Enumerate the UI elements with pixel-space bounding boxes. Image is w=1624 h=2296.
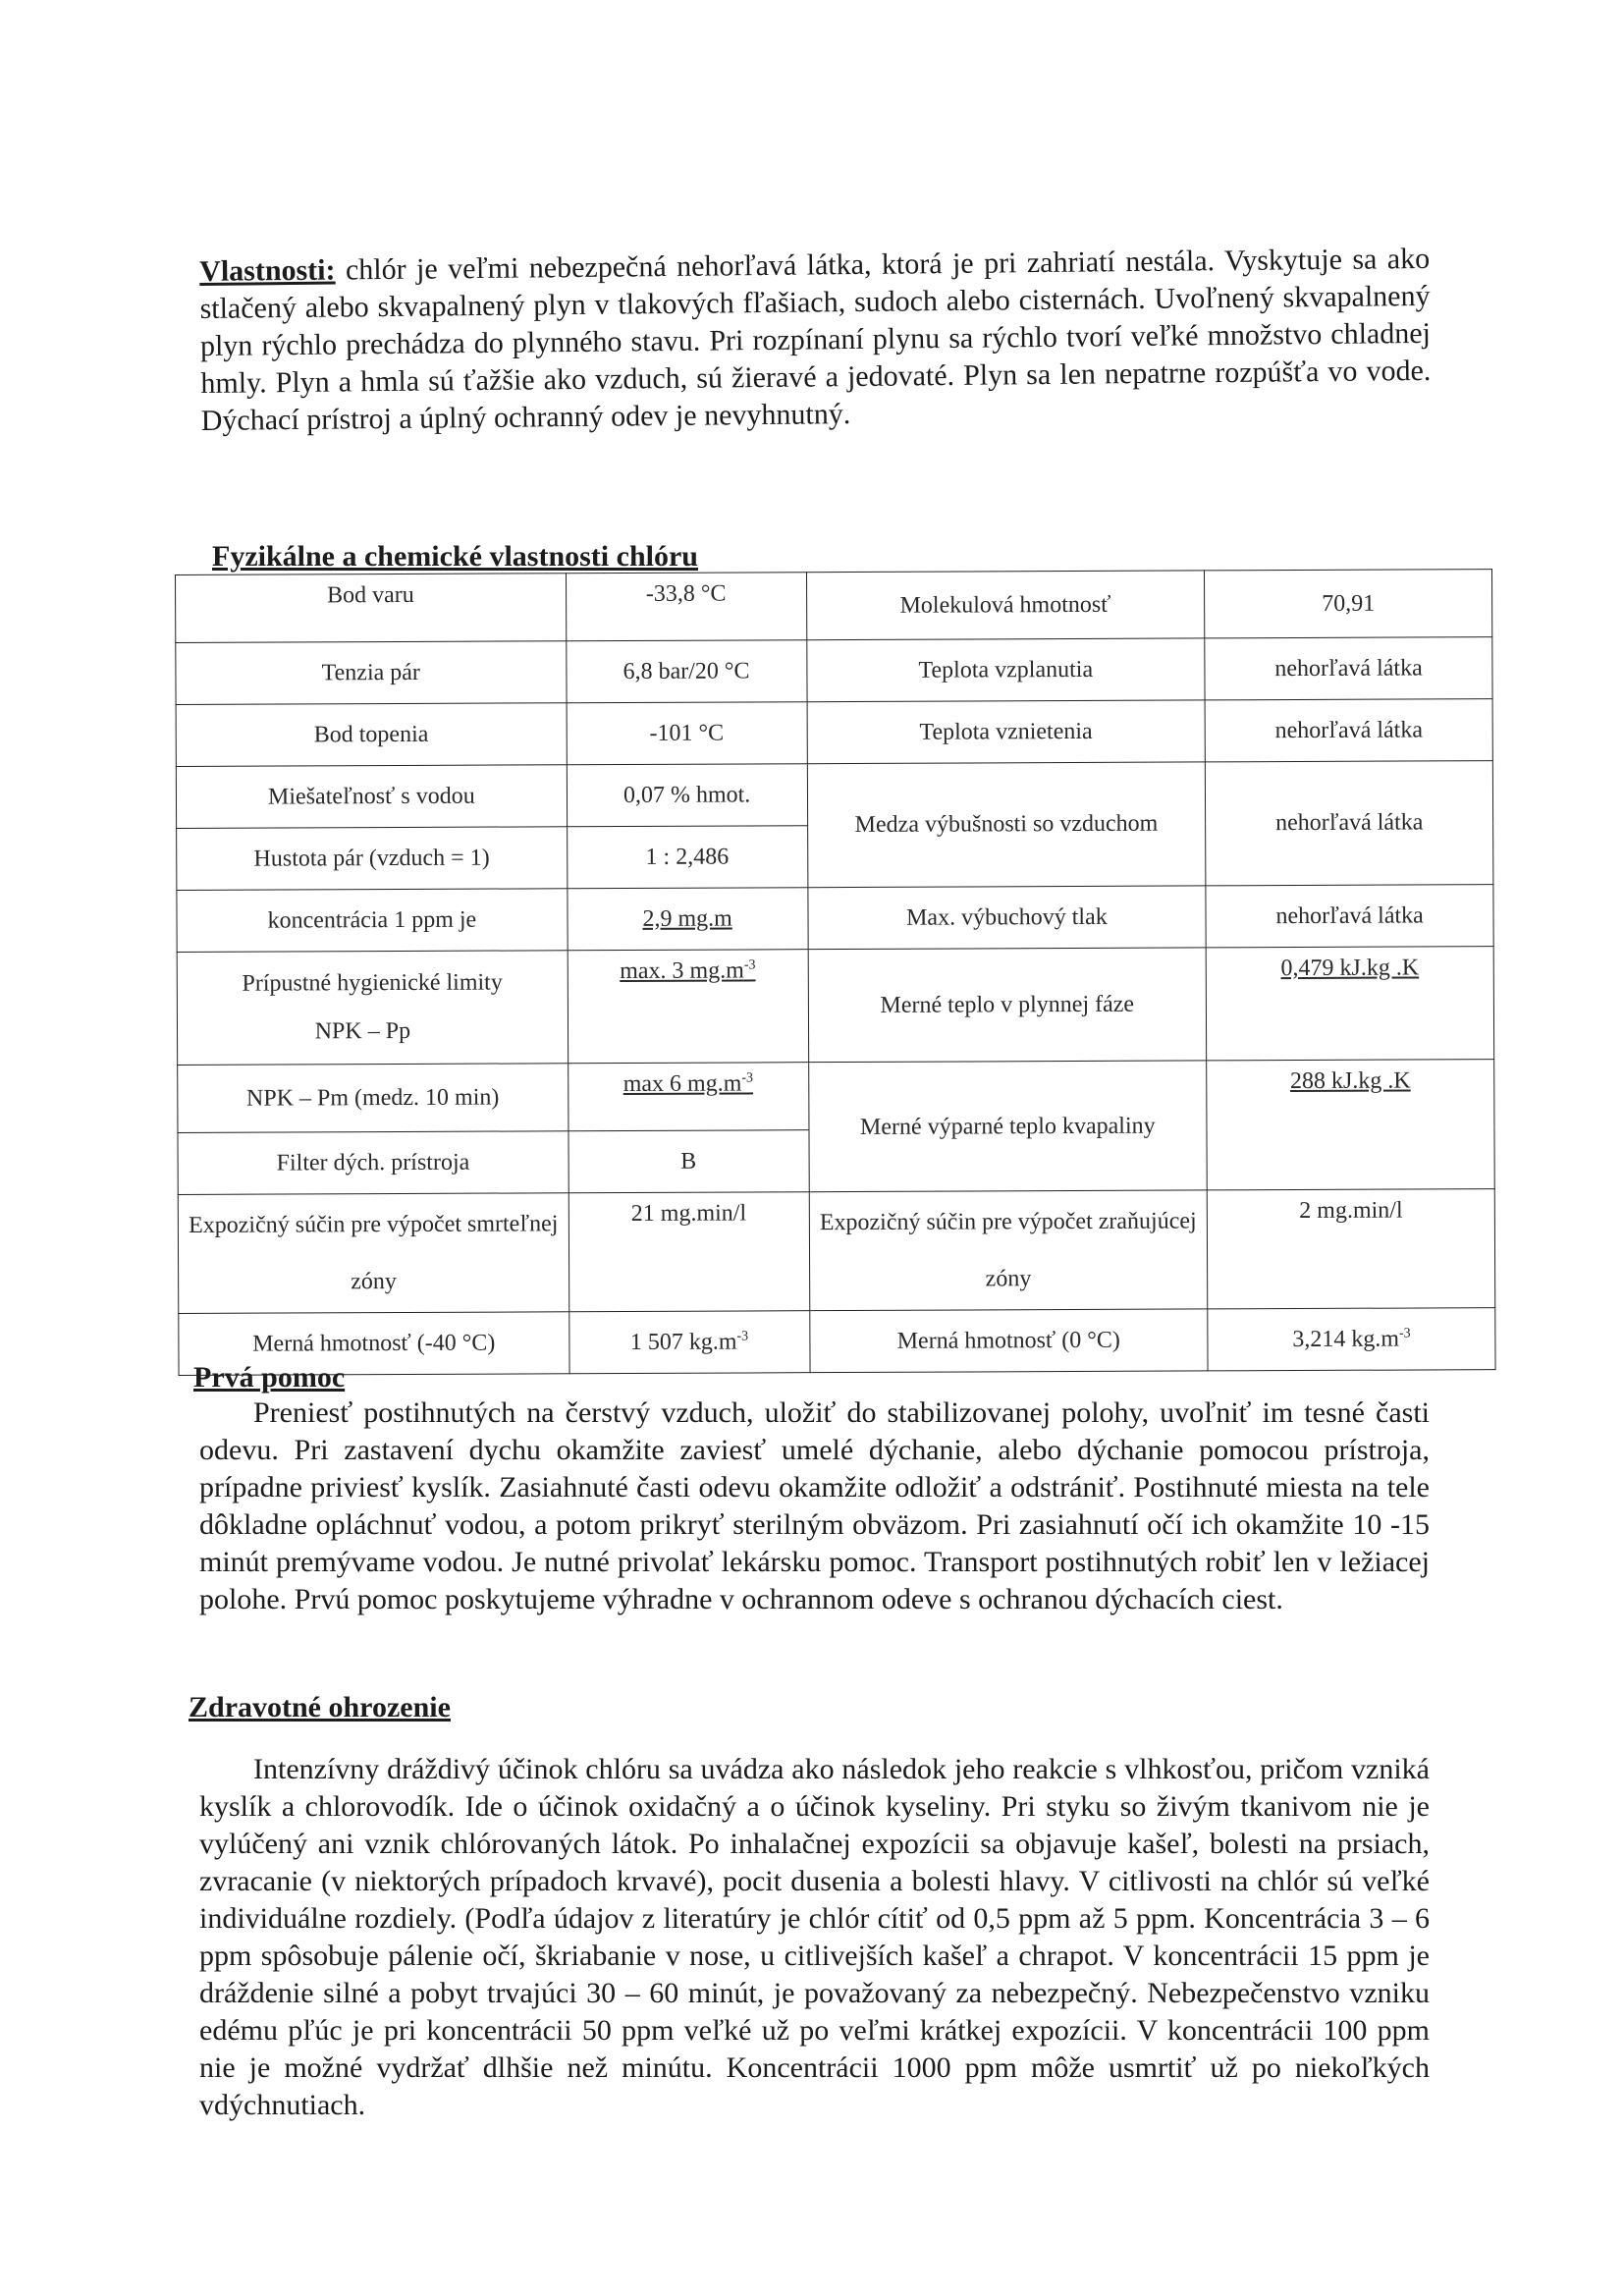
table-cell: Tenzia pár xyxy=(176,641,567,705)
table-cell: 2,9 mg.m xyxy=(568,888,808,951)
table-cell: 21 mg.min/l xyxy=(568,1192,809,1312)
table-cell xyxy=(568,950,808,1064)
table-title: Fyzikálne a chemické vlastnosti chlóru xyxy=(212,540,698,573)
first-aid-text: Preniesť postihnutých na čerstvý vzduch, uložiť do stabilizovanej polohy, uvoľniť im tesné časti odevu. Pri zastavení dychu okamžite zaviesť umelé dýchanie, alebo dýchanie pomocou prístroja, prípadne priviesť kyslík. Zasiahnuté časti odevu okamžite odložiť a odstrániť. Postihnuté miesta na tele dôkladne opláchnuť vodou, a potom prikryť sterilným obväzom. Pri zasiahnutí očí ich okamžite 10 -15 minút premývame vodou. Je nutné privolať lekársku pomoc. Transport postihnutých robiť len v ležiacej polohe. Prvú pomoc poskytujeme výhradne v ochrannom odeve s ochranou dýchacích ciest. xyxy=(199,1396,1430,1615)
unit-exponent: -3 xyxy=(1398,1326,1411,1341)
unit-exponent: -3 xyxy=(741,1070,754,1086)
table-cell: Merná hmotnosť (-40 °C) xyxy=(179,1312,569,1376)
table-cell: 2 mg.min/l xyxy=(1207,1189,1494,1309)
table-cell: Hustota pár (vzduch = 1) xyxy=(177,827,568,891)
density-0-value: 3,214 kg.m xyxy=(1292,1326,1400,1352)
properties-table xyxy=(175,569,1496,1376)
table-cell: -33,8 °C xyxy=(566,573,806,641)
table-cell xyxy=(177,951,568,1066)
table-cell: Bod topenia xyxy=(176,703,567,767)
unit-exponent: -3 xyxy=(743,957,756,973)
table-row xyxy=(178,1060,1494,1133)
table-cell: 288 kJ.kg .K xyxy=(1207,1060,1494,1190)
table-cell: Expozičný súčin pre výpočet smrteľnej zóny xyxy=(178,1193,568,1314)
first-aid-heading: Prvá pomoc xyxy=(193,1361,346,1394)
table-cell xyxy=(568,1063,808,1131)
table-cell: 70,91 xyxy=(1205,570,1492,638)
table-row xyxy=(176,761,1492,829)
table-cell xyxy=(1208,1308,1495,1371)
table-cell: nehorľavá látka xyxy=(1206,761,1493,886)
table-cell xyxy=(568,1311,809,1374)
table-row xyxy=(177,947,1493,1066)
table-cell: Teplota vznietenia xyxy=(807,700,1206,764)
table-row xyxy=(177,885,1493,953)
table-row xyxy=(176,570,1492,643)
hygiene-limits-label: Prípustné hygienické limity xyxy=(242,969,503,997)
table-cell: Teplota vzplanutia xyxy=(806,638,1205,702)
table-row xyxy=(179,1308,1495,1376)
table-cell: koncentrácia 1 ppm je xyxy=(177,889,568,953)
table-cell: Bod varu xyxy=(176,574,567,643)
table-cell: Filter dých. prístroja xyxy=(178,1131,568,1195)
table-cell: NPK – Pm (medz. 10 min) xyxy=(178,1064,568,1133)
table-cell: 6,8 bar/20 °C xyxy=(566,640,806,703)
table-cell: Molekulová hmotnosť xyxy=(806,571,1205,640)
npk-pp-label: NPK – Pp xyxy=(314,1017,411,1045)
intro-lead: Vlastnosti: xyxy=(199,253,336,288)
table-cell: 0,07 % hmot. xyxy=(567,764,807,827)
table-cell: nehorľavá látka xyxy=(1205,699,1492,762)
health-paragraph xyxy=(199,1751,1430,2124)
intro-text: chlór je veľmi nebezpečná nehorľavá látka, ktorá je pri zahriatí nestála. Vyskytuje sa ako stlačený alebo skvapalnený plyn v tlakových fľašiach, sudoch alebo cisternách. Uvoľnený skvapalnený plyn rýchlo prechádza do plynného stavu. Pri rozpínaní plynu sa rýchlo tvorí veľké množstvo chladnej hmly. Plyn a hmla sú ťažšie ako vzduch, sú žieravé a jedovaté. Plyn sa len nepatrne rozpúšťa vo vode. Dýchací prístroj a úplný ochranný odev je nevyhnutný. xyxy=(199,242,1432,437)
health-heading: Zdravotné ohrozenie xyxy=(189,1691,451,1723)
intro-paragraph xyxy=(199,241,1432,440)
table-cell: Medza výbušnosti so vzduchom xyxy=(807,762,1206,888)
table-row xyxy=(176,699,1492,767)
table-cell: 0,479 kJ.kg .K xyxy=(1206,947,1493,1061)
table-cell: Merné výparné teplo kvapaliny xyxy=(808,1061,1207,1192)
health-text: Intenzívny dráždivý účinok chlóru sa uvádza ako následok jeho reakcie s vlhkosťou, pričom vzniká kyslík a chlorovodík. Ide o účinok oxidačný a o účinok kyseliny. Pri styku so živým tkanivom nie je vylúčený ani vznik chlórovaných látok. Po inhalačnej expozícii sa objavuje kašeľ, bolesti na prsiach, zvracanie (v niektorých prípadoch krvavé), pocit dusenia a bolesti hlavy. V citlivosti na chlór sú veľké individuálne rozdiely. (Podľa údajov z literatúry je chlór cítiť od 0,5 ppm až 5 ppm. Koncentrácia 3 – 6 ppm spôsobuje pálenie očí, škriabanie v nose, u citlivejších kašeľ a chrapot. V koncentrácii 15 ppm je dráždenie silné a pobyt trvajúci 30 – 60 minút, je považovaný za nebezpečný. Nebezpečenstvo vzniku edému pľúc je pri koncentrácii 50 ppm veľké už po veľmi krátkej expozícii. V koncentrácii 100 ppm nie je možné vydržať dlhšie než minútu. Koncentrácii 1000 ppm môže usmrtiť už po niekoľkých vdýchnutiach. xyxy=(199,1753,1430,2121)
npk-pm-value: max 6 mg.m xyxy=(623,1070,742,1098)
npk-pp-value: max. 3 mg.m xyxy=(620,957,744,985)
table-cell: Max. výbuchový tlak xyxy=(807,886,1206,950)
table-cell: Merná hmotnosť (0 °C) xyxy=(809,1309,1208,1373)
table-cell: 1 : 2,486 xyxy=(567,826,807,889)
table-row xyxy=(176,637,1492,705)
table-cell: Merné teplo v plynnej fáze xyxy=(808,948,1207,1063)
table-row xyxy=(178,1189,1495,1314)
density-40-value: 1 507 kg.m xyxy=(629,1329,737,1355)
table-cell: B xyxy=(568,1130,809,1193)
table-cell: nehorľavá látka xyxy=(1205,637,1492,700)
unit-exponent: -3 xyxy=(736,1328,749,1344)
table-cell: nehorľavá látka xyxy=(1206,885,1493,948)
table-cell: -101 °C xyxy=(567,702,807,765)
table-cell: Miešateľnosť s vodou xyxy=(176,765,567,829)
first-aid-paragraph xyxy=(199,1394,1430,1618)
table-cell: Expozičný súčin pre výpočet zraňujúcej zóny xyxy=(809,1190,1208,1311)
